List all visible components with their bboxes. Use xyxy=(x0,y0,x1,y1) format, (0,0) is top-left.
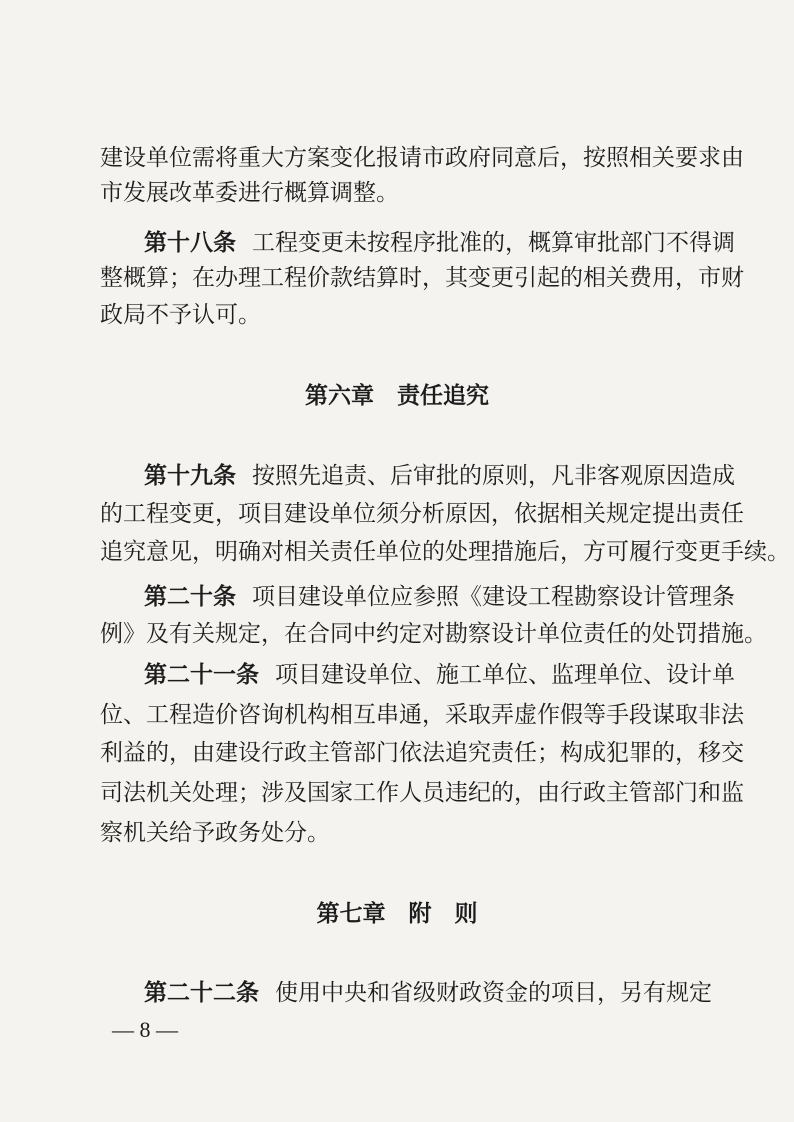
paragraph-line: 例》及有关规定，在合同中约定对勘察设计单位责任的处罚措施。 xyxy=(100,621,767,647)
paragraph-line: 整概算；在办理工程价款结算时，其变更引起的相关费用，市财 xyxy=(100,265,744,291)
paragraph-line: 市发展改革委进行概算调整。 xyxy=(100,180,399,206)
paragraph-line: 位、工程造价咨询机构相互串通，采取弄虚作假等手段谋取非法 xyxy=(100,702,744,728)
article-18-line-1: 第十八条 工程变更未按程序批准的，概算审批部门不得调 xyxy=(144,229,735,256)
paragraph-line: 建设单位需将重大方案变化报请市政府同意后，按照相关要求由 xyxy=(100,145,744,171)
chapter-heading-6: 第六章 责任追究 xyxy=(305,382,489,409)
article-number: 第二十条 xyxy=(144,583,236,610)
article-number: 第十九条 xyxy=(144,462,236,489)
article-number: 第二十一条 xyxy=(144,661,259,688)
chapter-heading-7: 第七章 附 则 xyxy=(316,900,478,927)
article-19-line-1: 第十九条 按照先追责、后审批的原则，凡非客观原因造成 xyxy=(144,462,735,489)
article-22-line-1: 第二十二条 使用中央和省级财政资金的项目，另有规定 xyxy=(144,979,712,1006)
page-number: — 8 — xyxy=(112,1017,178,1042)
paragraph-line: 利益的，由建设行政主管部门依法追究责任；构成犯罪的，移交 xyxy=(100,740,744,766)
paragraph-line: 追究意见，明确对相关责任单位的处理措施后，方可履行变更手续。 xyxy=(100,539,790,565)
article-20-line-1: 第二十条 项目建设单位应参照《建设工程勘察设计管理条 xyxy=(144,583,735,610)
article-number: 第十八条 xyxy=(144,229,236,256)
paragraph-line: 政局不予认可。 xyxy=(100,302,261,328)
paragraph-line: 察机关给予政务处分。 xyxy=(100,820,330,846)
paragraph-line: 司法机关处理；涉及国家工作人员违纪的，由行政主管部门和监 xyxy=(100,780,744,806)
paragraph-line: 的工程变更，项目建设单位须分析原因，依据相关规定提出责任 xyxy=(100,501,744,527)
article-21-line-1: 第二十一条 项目建设单位、施工单位、监理单位、设计单 xyxy=(144,661,735,688)
article-number: 第二十二条 xyxy=(144,979,259,1006)
